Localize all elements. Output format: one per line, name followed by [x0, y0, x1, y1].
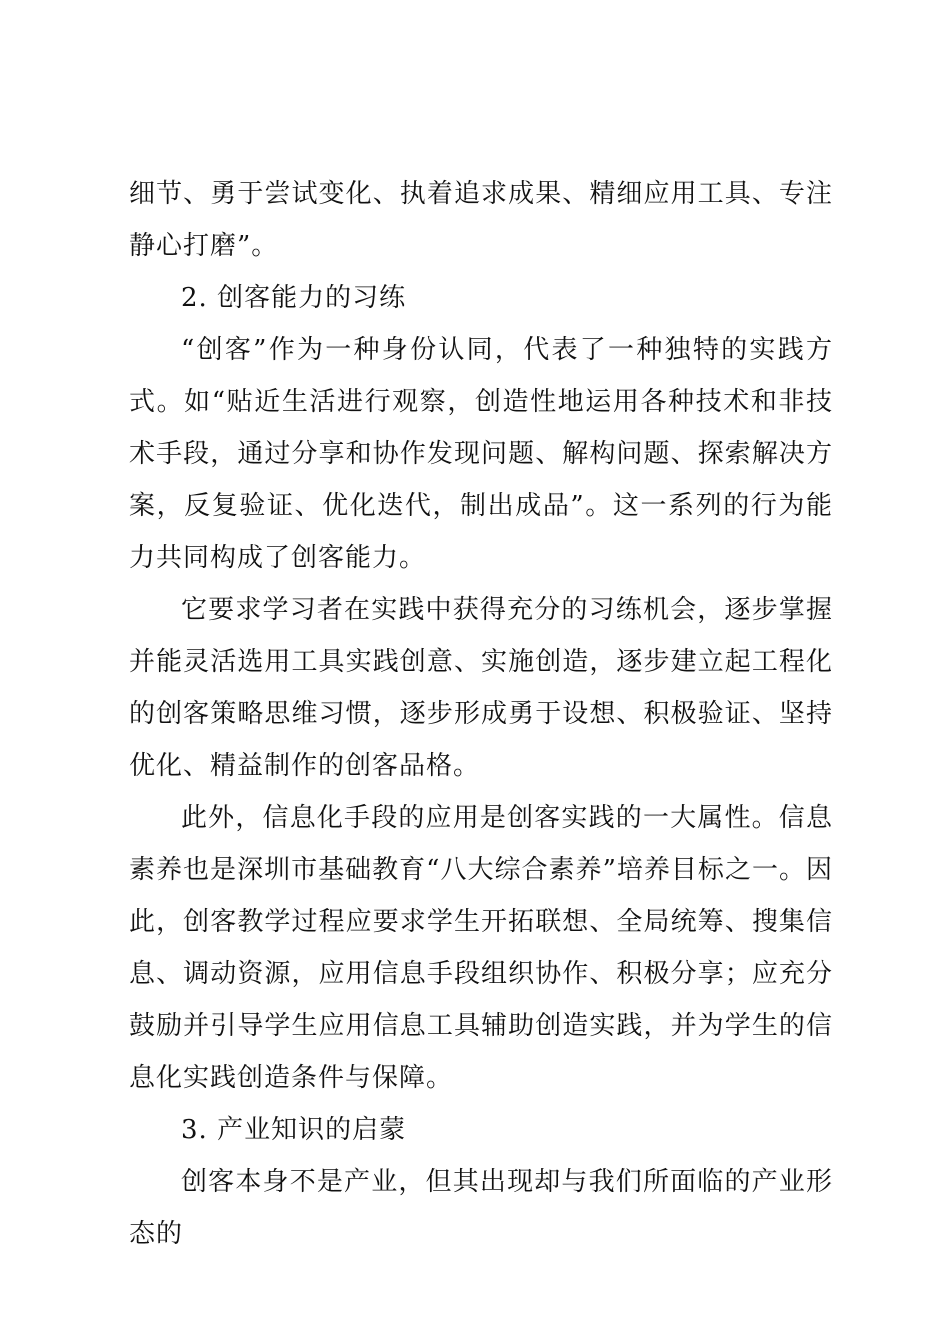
paragraph-industry-intro: 创客本身不是产业，但其出现却与我们所面临的产业形态的: [129, 1167, 833, 1249]
paragraph-information-literacy: 此外，信息化手段的应用是创客实践的一大属性。信息素养也是深圳市基础教育“八大综合素养”培养目标之一。因此，创客教学过程应要求学生开拓联想、全局统筹、搜集信息、调动资源，应用信息手段组织协作、积极分享；应充分鼓励并引导学生应用信息工具辅助创造实践，并为学生的信息化实践创造条件与保障。: [129, 803, 833, 1093]
paragraph-practice-requirements: 它要求学习者在实践中获得充分的习练机会，逐步掌握并能灵活选用工具实践创意、实施创造，逐步建立起工程化的创客策略思维习惯，逐步形成勇于设想、积极验证、坚持优化、精益制作的创客品格。: [129, 595, 833, 781]
document-page: [129, 168, 833, 1260]
section-heading-2: 2. 创客能力的习练: [181, 283, 407, 313]
paragraph-continuation: 细节、勇于尝试变化、执着追求成果、精细应用工具、专注静心打磨”。: [129, 179, 833, 261]
paragraph-maker-identity: “创客”作为一种身份认同，代表了一种独特的实践方式。如“贴近生活进行观察，创造性地运用各种技术和非技术手段，通过分享和协作发现问题、解构问题、探索解决方案，反复验证、优化迭代，制出成品”。这一系列的行为能力共同构成了创客能力。: [129, 335, 833, 573]
section-heading-3: 3. 产业知识的启蒙: [181, 1115, 407, 1145]
